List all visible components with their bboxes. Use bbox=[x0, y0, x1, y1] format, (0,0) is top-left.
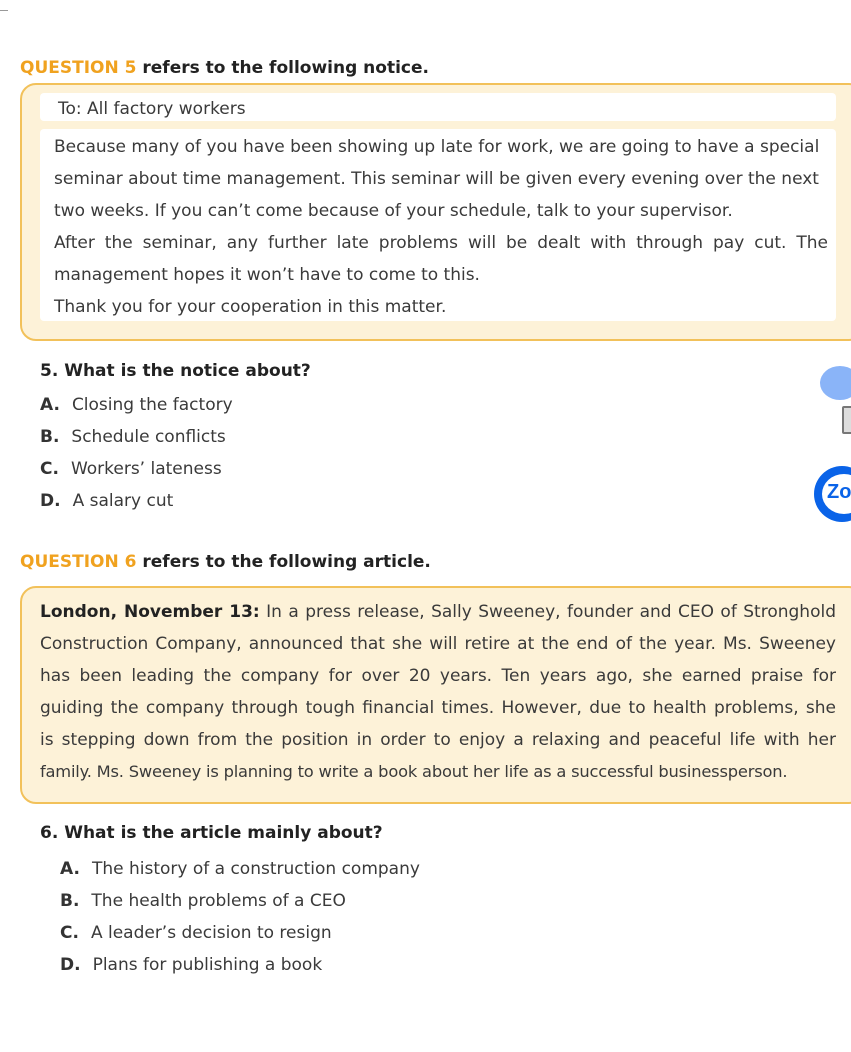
option-letter: B. bbox=[40, 427, 60, 447]
q5-option-a[interactable] bbox=[40, 395, 233, 415]
option-text: A salary cut bbox=[72, 491, 174, 511]
article-box bbox=[20, 586, 851, 804]
article-dateline: London, November 13: bbox=[40, 602, 260, 622]
q5-option-d[interactable] bbox=[40, 491, 173, 511]
question-5-text: 5. What is the notice about? bbox=[40, 361, 311, 381]
article-first-line-text: In a press release, Sally Sweeney, founder and CEO of Stronghold bbox=[259, 602, 836, 622]
notice-line: After the seminar, any further late problems will be dealt with through pay cut. The bbox=[54, 233, 828, 253]
notice-box bbox=[20, 83, 851, 341]
question-5-heading bbox=[20, 58, 429, 78]
option-letter: D. bbox=[40, 491, 61, 511]
option-letter: C. bbox=[40, 459, 59, 479]
question-6-text: 6. What is the article mainly about? bbox=[40, 823, 383, 843]
question-6-heading-text: refers to the following article. bbox=[136, 552, 431, 572]
notice-line: seminar about time management. This seminar will be given every evening over the next bbox=[54, 169, 819, 189]
article-line: is stepping down from the position in order to enjoy a relaxing and peaceful life with her bbox=[40, 730, 836, 750]
option-text: Plans for publishing a book bbox=[92, 955, 323, 975]
q6-option-d[interactable] bbox=[60, 955, 322, 975]
q6-option-b[interactable] bbox=[60, 891, 346, 911]
option-letter: B. bbox=[60, 891, 80, 911]
notice-line: Because many of you have been showing up late for work, we are going to have a special bbox=[54, 137, 820, 157]
option-letter: D. bbox=[60, 955, 81, 975]
article-line: family. Ms. Sweeney is planning to write a book about her life as a successful businessperson. bbox=[40, 762, 788, 781]
notice-line: Thank you for your cooperation in this matter. bbox=[54, 297, 447, 317]
option-letter: A. bbox=[40, 395, 60, 415]
q6-option-c[interactable] bbox=[60, 923, 332, 943]
floating-bubble-button[interactable] bbox=[820, 366, 851, 400]
article-line bbox=[40, 596, 836, 628]
option-letter: A. bbox=[60, 859, 80, 879]
q6-option-a[interactable] bbox=[60, 859, 420, 879]
notice-to-line: To: All factory workers bbox=[58, 99, 246, 119]
article-line: has been leading the company for over 20 years. Ten years ago, she earned praise for bbox=[40, 666, 836, 686]
notice-line: two weeks. If you can’t come because of your schedule, talk to your supervisor. bbox=[54, 201, 733, 221]
option-text: Closing the factory bbox=[71, 395, 233, 415]
article-line: guiding the company through tough financial times. However, due to health problems, she bbox=[40, 698, 836, 718]
top-edge-mark bbox=[0, 10, 8, 11]
option-text: Schedule conflicts bbox=[71, 427, 226, 447]
question-6-heading bbox=[20, 552, 431, 572]
notice-line: management hopes it won’t have to come to this. bbox=[54, 265, 480, 285]
option-text: The history of a construction company bbox=[91, 859, 420, 879]
q5-option-c[interactable] bbox=[40, 459, 222, 479]
option-text: The health problems of a CEO bbox=[91, 891, 346, 911]
q5-option-b[interactable] bbox=[40, 427, 226, 447]
article-line: Construction Company, announced that she will retire at the end of the year. Ms. Sweeney bbox=[40, 634, 836, 654]
zalo-chat-button[interactable] bbox=[814, 466, 851, 522]
option-text: A leader’s decision to resign bbox=[90, 923, 332, 943]
question-6-label: QUESTION 6 bbox=[20, 552, 137, 572]
question-5-label: QUESTION 5 bbox=[20, 58, 137, 78]
option-letter: C. bbox=[60, 923, 79, 943]
question-5-heading-text: refers to the following notice. bbox=[136, 58, 429, 78]
option-text: Workers’ lateness bbox=[70, 459, 222, 479]
zalo-label: Zo bbox=[827, 481, 851, 503]
device-icon[interactable] bbox=[842, 406, 851, 434]
